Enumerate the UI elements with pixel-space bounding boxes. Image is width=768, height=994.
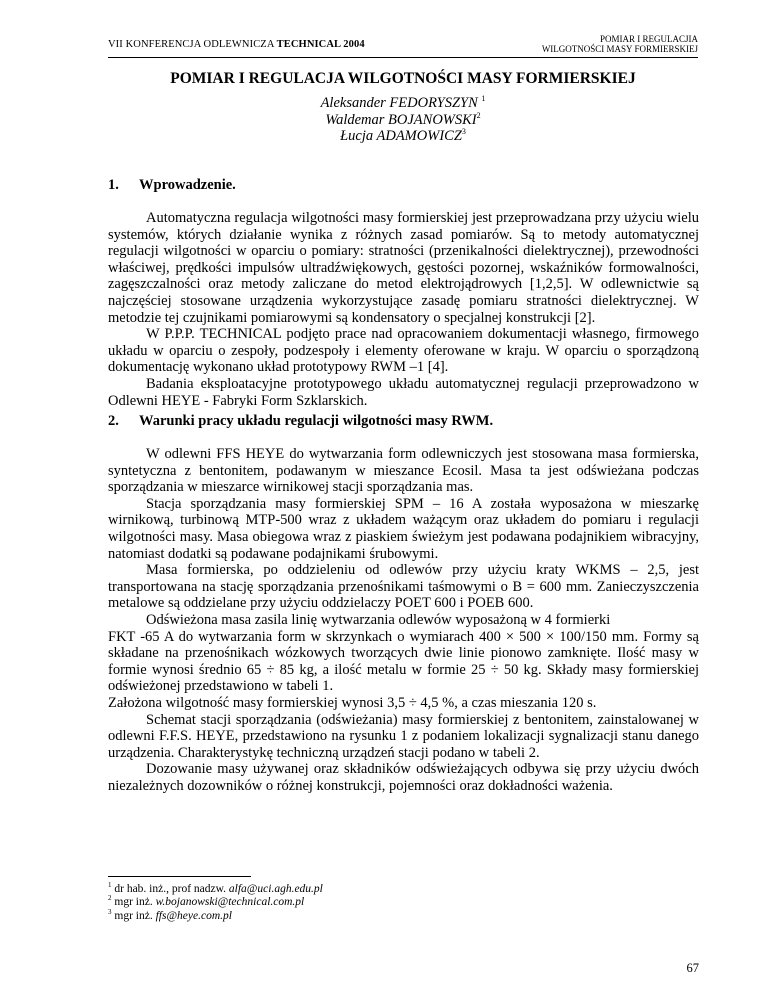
email-link[interactable]: w.bojanowski@technical.com.pl: [155, 896, 305, 909]
author: Aleksander FEDORYSZYN $^1$: [320, 94, 486, 111]
paper-title: POMIAR I REGULACJA WILGOTNOŚCI MASY FORMIERSKIEJ: [170, 70, 636, 87]
paragraph: Odświeżona masa zasila linię wytwarzania odlewów wyposażoną w 4 formierki: [146, 611, 611, 628]
footnote-separator: [108, 876, 251, 877]
paragraph: FKT -65 A do wytwarzania form w skrzynkach o wymiarach 400 × 500 × 100/150 mm. Formy są składane na przenośnikach wózkowych tworzących dwie linie pionowo zamknięte. Ilość masy w formie wynosi średnio 65 ÷ 85 kg, a ilość metalu w formie 25 ÷ 50 kg. Składy masy formierskiej odświeżonej przedstawiono w tabeli 1.: [108, 628, 699, 695]
email-link[interactable]: alfa@uci.agh.edu.pl: [228, 883, 323, 895]
footnote: $^3$ mgr inż. ffs@heye.com.pl: [108, 907, 232, 922]
paragraph: W odlewni FFS HEYE do wytwarzania form odlewniczych jest stosowana masa formierska, syntetyczna z bentonitem, podawanym w mieszance Ecosil. Masa ta jest odświeżana podczas sporządzania w mieszarce wirnikowej stacji sporządzania mas.: [108, 446, 699, 496]
paragraph: Masa formierska, po oddzieleniu od odlewów przy użyciu kraty WKMS – 2,5, jest transportowana na stację sporządzania przenośnikami taśmowymi o B = 600 mm. Zanieczyszczenia metalowe są oddzielane przy użyciu oddzielaczy POET 600 i POEB 600.: [108, 562, 699, 612]
section-body: [108, 210, 699, 409]
paragraph: Schemat stacji sporządzania (odświeżania) masy formierskiej z bentonitem, zainstalowanej w odlewni F.F.S. HEYE, przedstawiono na rysunku 1 z podaniem lokalizacji sygnalizacji stanu danego urządzenia. Charakterystykę techniczną urządzeń stacji podano w tabeli 2.: [108, 711, 699, 761]
footnote: $^1$ dr hab. inż., prof nadzw. alfa@uci.agh.edu.pl: [108, 881, 323, 895]
author: Łucja ADAMOWICZ$^3$: [340, 127, 466, 144]
section-heading: 1. Wprowadzenie.: [108, 177, 236, 193]
author-list: [108, 95, 698, 145]
email-link[interactable]: ffs@heye.com.pl: [155, 909, 232, 922]
conference-name: VII KONFERENCJA ODLEWNICZA TECHNICAL 2004: [108, 39, 365, 50]
section-heading: 2. Warunki pracy układu regulacji wilgotności masy RWM.: [108, 413, 494, 429]
paragraph: Automatyczna regulacja wilgotności masy formierskiej jest przeprowadzana przy użyciu wielu systemów, których działanie wynika z różnych zasad pomiarów. Są to metody automatycznej regulacji wilgotności w oparciu o pomiary: stratności (przenikalności dielektrycznej), przewodności właściwej, prędkości impulsów ultradźwiękowych, gęstości pozornej, wskaźników formowalności, zagęszczalności oraz metody zaliczane do metod elektrojądrowych [1,2,5]. W odlewnictwie są najczęściej stosowane urządzenia wykorzystujące zasadę pomiaru stratności dielektrycznej. W metodzie tej czujnikami pomiarowymi są kondensatory o specjalnej konstrukcji [2].: [108, 210, 699, 326]
paragraph: W P.P.P. TECHNICAL podjęto prace nad opracowaniem dokumentacji własnego, firmowego układu w oparciu o zespoły, podzespoły i elementy oferowane w kraju. W oparciu o sporządzoną dokumentację wykonano układ prototypowy RWM –1 [4].: [108, 326, 699, 376]
page-number: 67: [686, 961, 699, 975]
running-header: [108, 28, 698, 58]
running-title: POMIAR I REGULACJIA WILGOTNOŚCI MASY FORMIERSKIEJ: [541, 34, 698, 54]
paragraph: Stacja sporządzania masy formierskiej SPM – 16 A została wyposażona w mieszarkę wirnikową, turbinową MTP-500 wraz z układem ważącym oraz układem do pomiaru i regulacji wilgotności masy. Masa obiegowa wraz z piaskiem świeżym jest podawana podajnikiem wibracyjny, natomiast dodatki są podawane podajnikami śrubowymi.: [108, 495, 699, 562]
author: Waldemar BOJANOWSKI$^2$: [325, 110, 481, 128]
paragraph: Założona wilgotność masy formierskiej wynosi 3,5 ÷ 4,5 %, a czas mieszania 120 s.: [108, 694, 597, 711]
section-body: [108, 446, 699, 794]
footnotes: [108, 883, 323, 923]
footnote: $^2$ mgr inż. w.bojanowski@technical.com.pl: [108, 894, 305, 909]
paragraph: Dozowanie masy używanej oraz składników odświeżających odbywa się przy użyciu dwóch niezależnych dozowników o różnej konstrukcji, pojemności oraz dokładności ważenia.: [108, 761, 699, 794]
paragraph: Badania eksploatacyjne prototypowego układu automatycznej regulacji przeprowadzono w Odlewni HEYE - Fabryki Form Szklarskich.: [108, 375, 699, 409]
